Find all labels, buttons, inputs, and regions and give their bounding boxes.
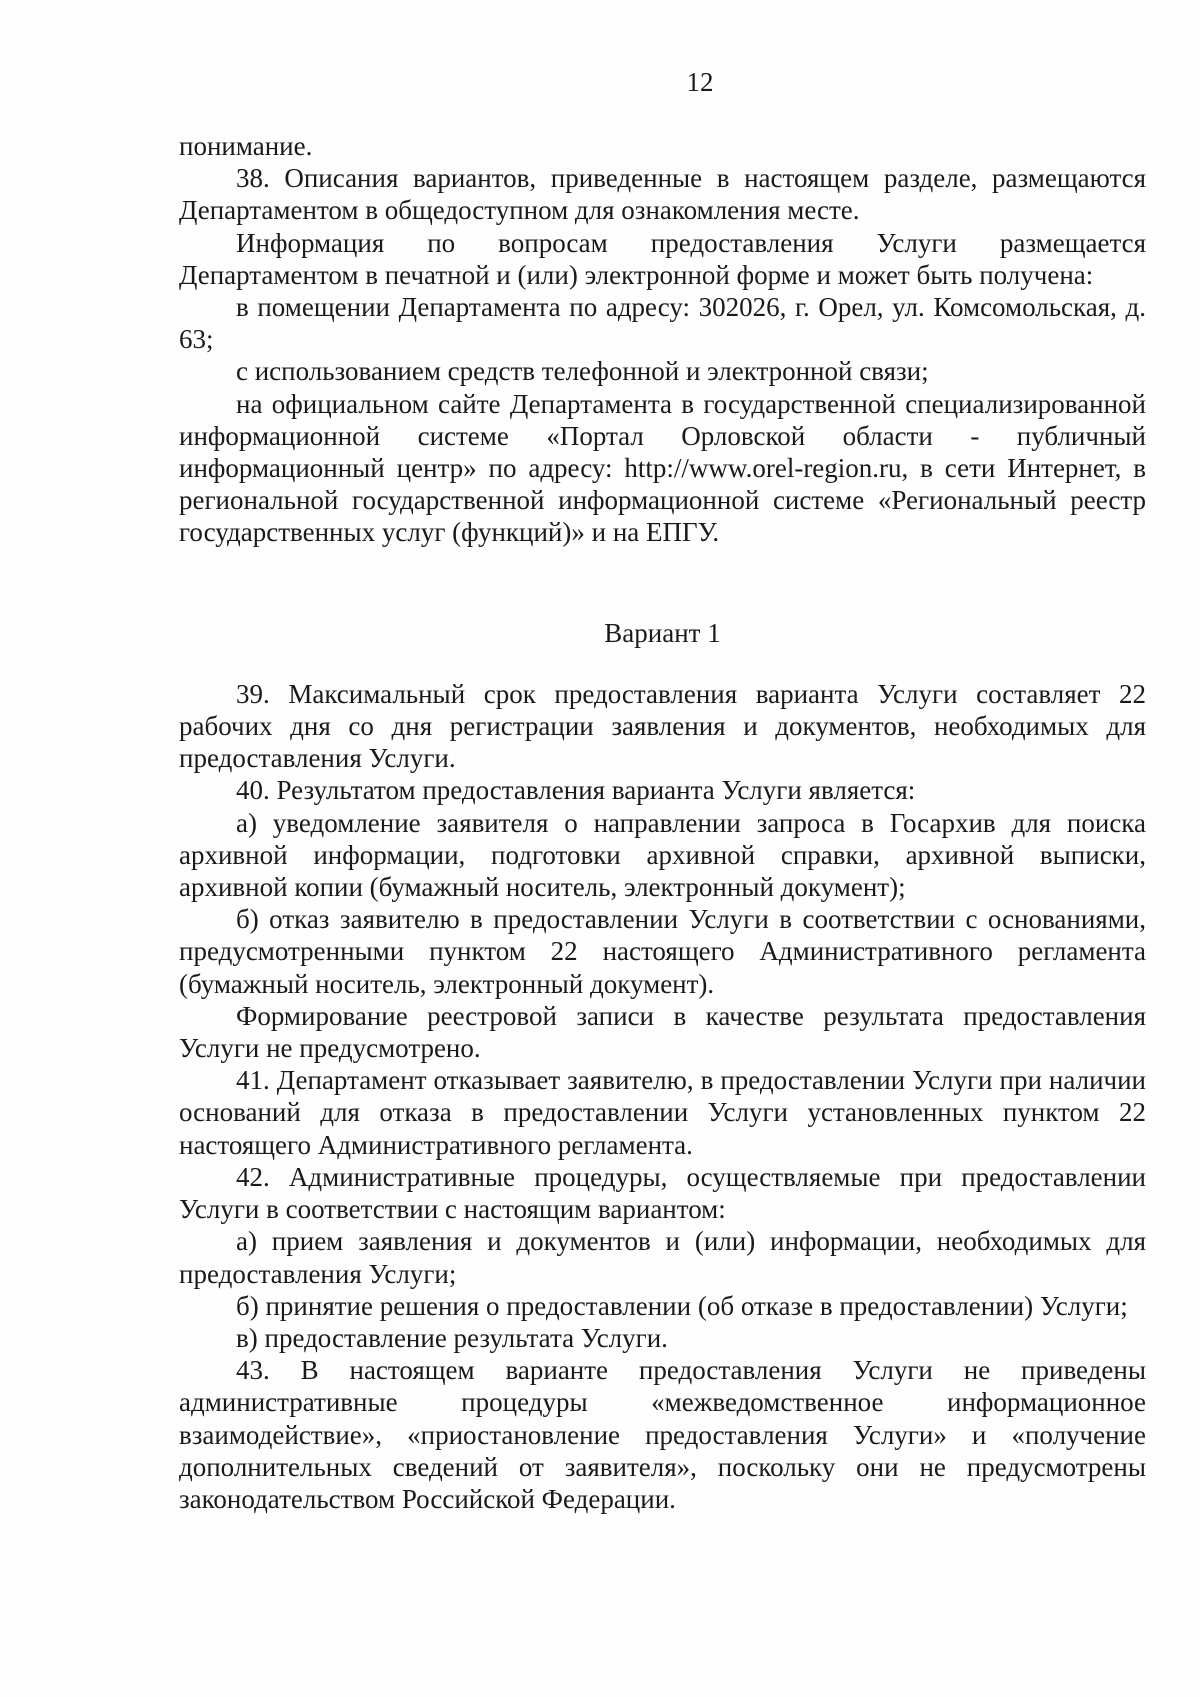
- document-body: [179, 130, 1146, 1515]
- paragraph-38: 38. Описания вариантов, приведенные в настоящем разделе, размещаются Департаментом в общедоступном для ознакомления месте.: [179, 163, 1146, 226]
- paragraph-42-b: б) принятие решения о предоставлении (об отказе в предоставлении) Услуги;: [236, 1290, 1128, 1321]
- paragraph-40-b: б) отказ заявителю в предоставлении Услуги в соответствии с основаниями, предусмотренными пунктом 22 настоящего Административного регламента (бумажный носитель, электронный документ).: [179, 904, 1146, 999]
- spacer: [179, 649, 1146, 678]
- paragraph-40: 40. Результатом предоставления варианта Услуги является:: [236, 775, 916, 806]
- paragraph-42: 42. Административные процедуры, осуществляемые при предоставлении Услуги в соответствии с настоящим вариантом:: [179, 1161, 1146, 1225]
- paragraph-40-a: а) уведомление заявителя о направлении запроса в Госархив для поиска архивной информации, подготовки архивной справки, архивной выписки, архивной копии (бумажный носитель, электронный документ);: [179, 807, 1146, 903]
- page-number: 12: [686, 67, 714, 97]
- paragraph-42-c: в) предоставление результата Услуги.: [236, 1322, 668, 1353]
- paragraph-registry-record: Формирование реестровой записи в качестве результата предоставления Услуги не предусмотрено.: [179, 1000, 1146, 1064]
- paragraph-continuation: понимание.: [179, 131, 313, 161]
- paragraph-info-placement: Информация по вопросам предоставления Услуги размещается Департаментом в печатной и (или) электронной форме и может быть получена:: [179, 227, 1146, 290]
- paragraph-address: в помещении Департамента по адресу: 302026, г. Орел, ул. Комсомольская, д. 63;: [179, 292, 1146, 355]
- spacer: [179, 549, 1146, 617]
- section-heading: Вариант 1: [604, 617, 721, 648]
- paragraph-phone-email: с использованием средств телефонной и электронной связи;: [236, 356, 929, 387]
- paragraph-39: 39. Максимальный срок предоставления варианта Услуги составляет 22 рабочих дня со дня регистрации заявления и документов, необходимых для предоставления Услуги.: [179, 678, 1146, 774]
- paragraph-41: 41. Департамент отказывает заявителю, в предоставлении Услуги при наличии оснований для отказа в предоставлении Услуги установленных пунктом 22 настоящего Административного регламента.: [179, 1065, 1146, 1160]
- paragraph-website: на официальном сайте Департамента в государственной специализированной информационной системе «Портал Орловской области - публичный информационный центр» по адресу: http://www.orel-region.ru, в сети Интернет, в региональной государственной информационной системе «Региональный реестр государственных услуг (функций)» и на ЕПГУ.: [179, 388, 1146, 548]
- paragraph-42-a: а) прием заявления и документов и (или) информации, необходимых для предоставления Услуги;: [179, 1226, 1146, 1289]
- paragraph-43: 43. В настоящем варианте предоставления Услуги не приведены административные процедуры «межведомственное информационное взаимодействие», «приостановление предоставления Услуги» и «получение дополнительных сведений от заявителя», поскольку они не предусмотрены законодательством Российской Федерации.: [179, 1355, 1146, 1514]
